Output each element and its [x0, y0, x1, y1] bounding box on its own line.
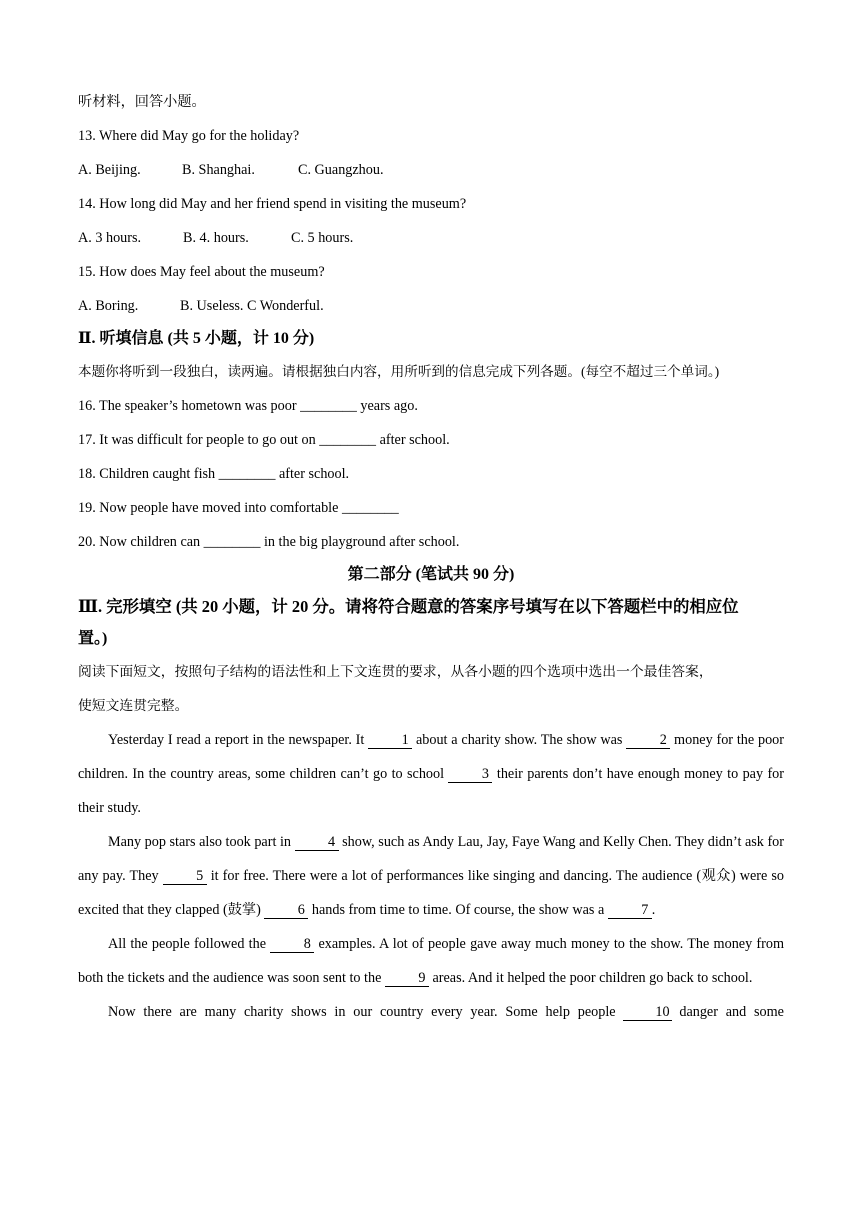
question-15-options [78, 289, 784, 323]
blank-2: 2 [626, 732, 670, 749]
passage-paragraph-3: All the people followed the 8 examples. A lot of people gave away much money to the show. The money from both the tickets and the audience was soon sent to the 9 areas. And it helped the poor children go back to school. [78, 936, 784, 986]
section-3-instruction-cont: 使短文连贯完整。 [78, 698, 189, 713]
blank-7: 7 [608, 902, 652, 919]
option: C. 5 hours. [291, 230, 354, 246]
option: A. 3 hours. [78, 230, 142, 246]
blank-4: 4 [295, 834, 339, 851]
option: C. Guangzhou. [298, 162, 384, 178]
cloze-passage [78, 723, 784, 1029]
passage-paragraph-2: Many pop stars also took part in 4 show, such as Andy Lau, Jay, Faye Wang and Kelly Chen. They didn’t ask for any pay. They 5 it for free. There were a lot of performances like singing and dancing. The audience (观众) were so excited that they clapped (鼓掌) 6 hands from time to time. Of course, the show was a 7 . [78, 834, 784, 918]
blank-3: 3 [448, 766, 492, 783]
blank-6: 6 [264, 902, 308, 919]
intro-tail: 听材料，回答小题。 [78, 94, 206, 110]
section-3-title-cont: 置。) [78, 630, 108, 647]
fill-item-19: 19. Now people have moved into comfortable ________ [78, 500, 399, 516]
option: B. Useless. C Wonderful. [180, 298, 324, 314]
part-2-title: 第二部分 (笔试共 90 分) [347, 566, 515, 583]
blank-1: 1 [368, 732, 412, 749]
question-13-options [78, 153, 784, 187]
section-3-instruction: 阅读下面短文，按照句子结构的语法性和上下文连贯的要求，从各小题的四个选项中选出一个最佳答案， [78, 664, 713, 679]
blank-5: 5 [163, 868, 207, 885]
question-14: 14. How long did May and her friend spend in visiting the museum? [78, 196, 467, 212]
blank-8: 8 [270, 936, 314, 953]
blank-10: 10 [623, 1004, 671, 1021]
passage-paragraph-1: Yesterday I read a report in the newspaper. It 1 about a charity show. The show was 2 money for the poor children. In the country areas, some children can’t go to school 3 their parents don’t have enough money to pay for their study. [78, 732, 785, 816]
option: A. Boring. [78, 298, 139, 314]
option: B. 4. hours. [183, 230, 249, 246]
section-3-title: Ⅲ. 完形填空 (共 20 小题，计 20 分。请将符合题意的答案序号填写在以下答题栏中的相应位 [78, 597, 739, 616]
exam-page [78, 85, 784, 1029]
passage-paragraph-4: Now there are many charity shows in our country every year. Some help people 10 danger and some [108, 1004, 784, 1020]
fill-item-17: 17. It was difficult for people to go out on ________ after school. [78, 432, 450, 448]
option: B. Shanghai. [182, 162, 255, 178]
blank-9: 9 [385, 970, 429, 987]
question-13: 13. Where did May go for the holiday? [78, 128, 300, 144]
section-2-title: Ⅱ. 听填信息 (共 5 小题，计 10 分) [78, 330, 315, 347]
question-14-options [78, 221, 784, 255]
question-15: 15. How does May feel about the museum? [78, 264, 325, 280]
section-2-instruction: 本题你将听到一段独白，读两遍。请根据独白内容，用所听到的信息完成下列各题。(每空不超过三个单词。) [78, 364, 720, 379]
fill-item-18: 18. Children caught fish ________ after school. [78, 466, 350, 482]
fill-item-20: 20. Now children can ________ in the big playground after school. [78, 534, 460, 550]
option: A. Beijing. [78, 162, 141, 178]
fill-item-16: 16. The speaker’s hometown was poor ________ years ago. [78, 398, 418, 414]
